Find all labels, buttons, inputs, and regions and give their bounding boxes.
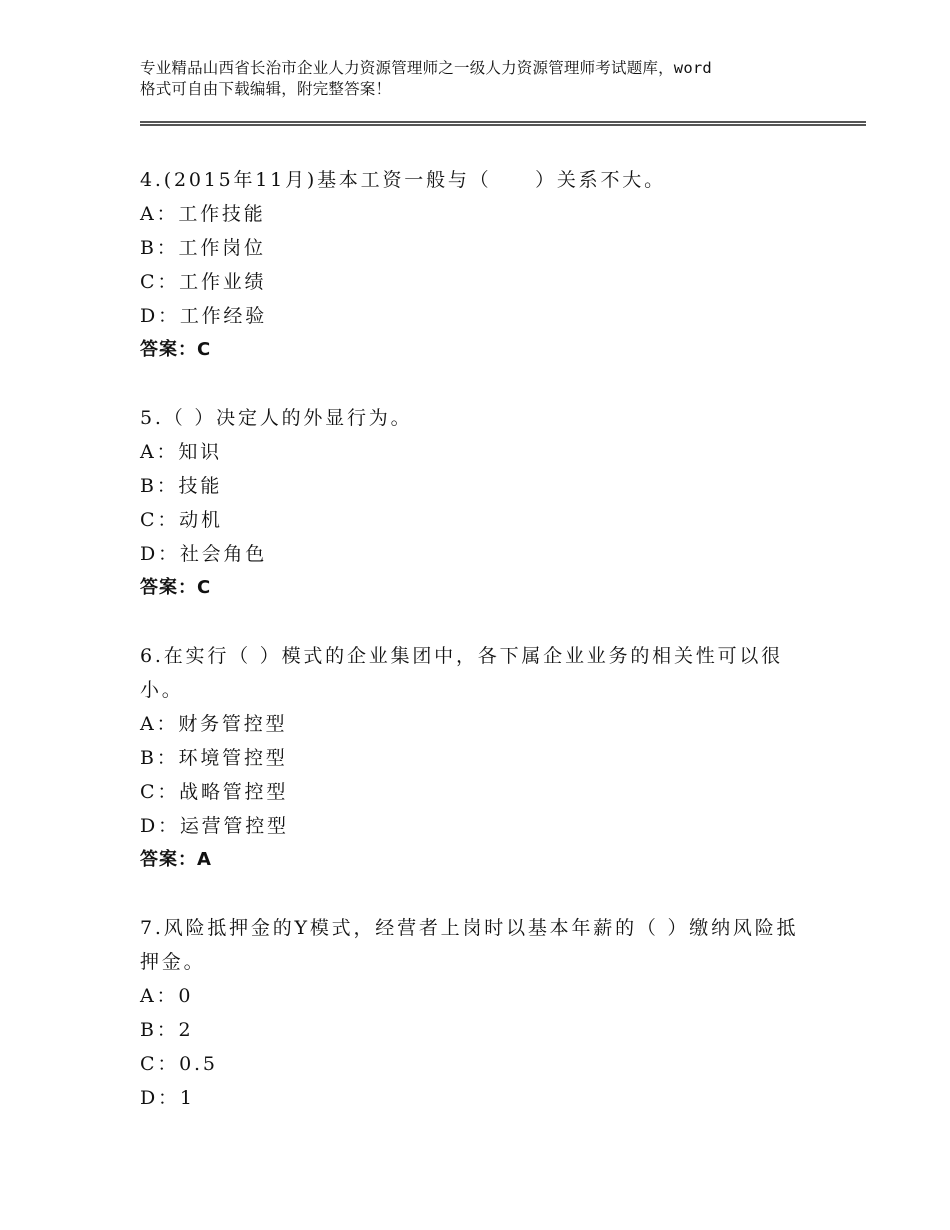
header-line-2: 格式可自由下载编辑，附完整答案！ [140,80,392,98]
option-b: B：技能 [140,475,223,497]
option-c: C：战略管控型 [140,781,289,803]
question-4 [140,163,820,367]
option-a: A：财务管控型 [140,713,288,735]
answer-label: 答案：C [140,339,212,360]
question-stem: 5.（ ）决定人的外显行为。 [140,407,413,429]
answer-label: 答案：A [140,849,212,870]
question-6 [140,639,820,877]
option-c: C：动机 [140,509,223,531]
question-stem: 7.风险抵押金的Y模式，经营者上岗时以基本年薪的（ ）缴纳风险抵 [140,917,799,939]
question-stem-continued: 押金。 [140,951,206,973]
question-5 [140,401,820,605]
option-b: B：环境管控型 [140,747,288,769]
option-d: D：1 [140,1087,195,1109]
option-a: A：知识 [140,441,222,463]
option-a: A：0 [140,985,194,1007]
option-d: D：运营管控型 [140,815,289,837]
option-c: C：0.5 [140,1053,218,1075]
header-divider [140,121,866,126]
option-b: B：工作岗位 [140,237,266,259]
question-stem: 4.(2015年11月)基本工资一般与（ ）关系不大。 [140,169,666,191]
answer-label: 答案：C [140,577,212,598]
option-d: D：工作经验 [140,305,268,327]
document-header [140,58,840,100]
question-7 [140,911,820,1115]
option-c: C：工作业绩 [140,271,267,293]
option-a: A：工作技能 [140,203,266,225]
question-stem: 6.在实行（ ）模式的企业集团中，各下属企业业务的相关性可以很 [140,645,783,667]
question-list [140,163,820,1149]
option-b: B：2 [140,1019,194,1041]
header-line-1: 专业精品山西省长治市企业人力资源管理师之一级人力资源管理师考试题库，word [140,59,712,77]
question-stem-continued: 小。 [140,679,184,701]
document-page [140,0,866,1230]
option-d: D：社会角色 [140,543,268,565]
